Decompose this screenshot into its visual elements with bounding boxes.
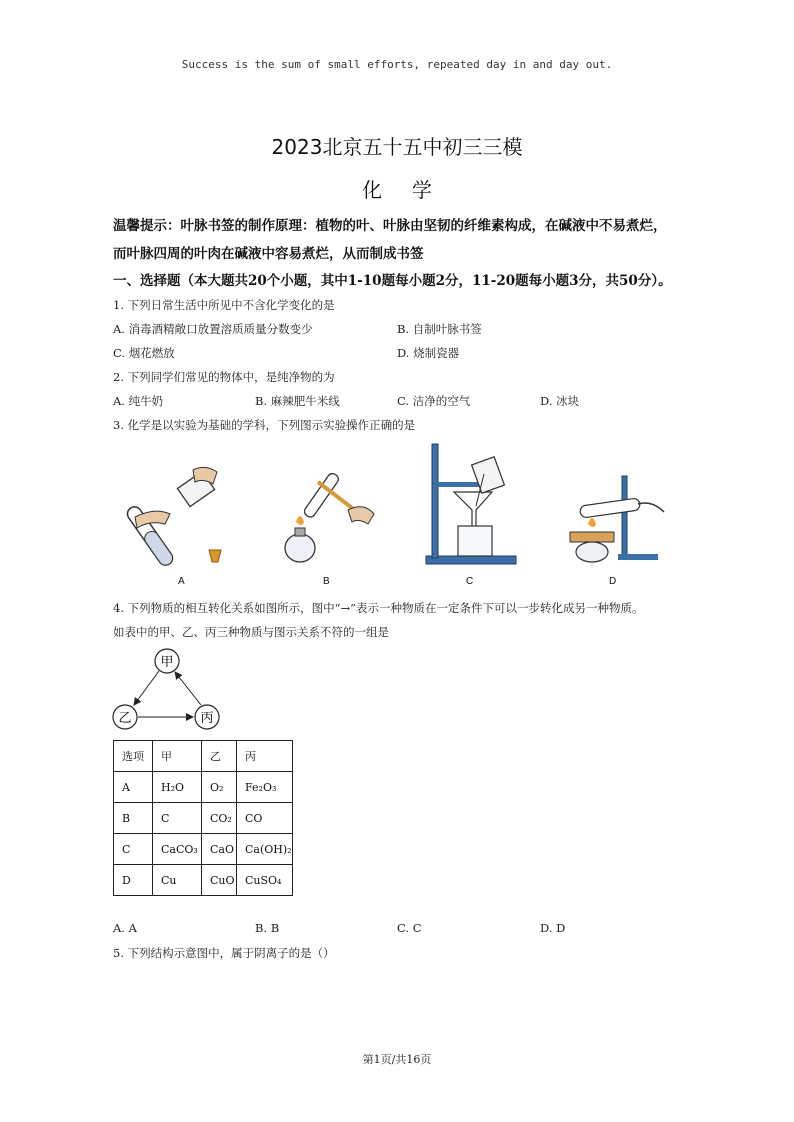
page-footer: 第1页/共16页 [362, 1053, 432, 1066]
table-cell: CO [237, 803, 293, 834]
q2-stem: 2. 下列同学们常见的物体中，是纯净物的为 [113, 370, 335, 384]
q1-stem: 1. 下列日常生活中所见中不含化学变化的是 [113, 298, 335, 312]
table-cell: D [114, 865, 153, 896]
node-yi-label: 乙 [118, 711, 132, 726]
table-row [114, 834, 293, 865]
section-heading: 一、选择题（本大题共20个小题，其中1-10题每小题2分，11-20题每小题3分，共50分）。 [113, 273, 672, 289]
q5-stem: 5. 下列结构示意图中，属于阴离子的是（） [113, 946, 335, 960]
options-table [113, 740, 293, 896]
experiment-b-illustration [278, 462, 378, 574]
flame-icon [588, 518, 596, 527]
table-cell: CO₂ [202, 803, 237, 834]
q2-option-d: D. 冰块 [540, 394, 580, 408]
tip-line-1: 温馨提示：叶脉书签的制作原理：植物的叶、叶脉由坚韧的纤维素构成，在碱液中不易煮烂， [113, 218, 667, 234]
figure-d-label: D [609, 576, 617, 587]
hand-icon [348, 507, 374, 524]
q1-option-c: C. 烟花燃放 [113, 346, 175, 360]
q2-option-a: A. 纯牛奶 [113, 394, 164, 408]
stand-base-icon [426, 556, 516, 564]
tip-line-2: 而叶脉四周的叶肉在碱液中容易煮烂，从而制成书签 [113, 246, 424, 262]
beaker-icon [472, 457, 505, 493]
table-cell: C [114, 834, 153, 865]
node-jia-label: 甲 [160, 655, 174, 670]
q4-option-c: C. C [397, 921, 422, 935]
q2-option-b: B. 麻辣肥牛米线 [255, 394, 340, 408]
q3-stem: 3. 化学是以实验为基础的学科，下列图示实验操作正确的是 [113, 418, 416, 432]
table-header-row [114, 741, 293, 772]
q4-option-a: A. A [113, 921, 137, 935]
experiment-d-illustration [560, 470, 670, 570]
figure-b-label: B [323, 576, 330, 587]
arrow-jia-to-yi [134, 671, 159, 705]
table-cell: B [114, 803, 153, 834]
table-row [114, 803, 293, 834]
flame-icon [296, 516, 304, 525]
beaker-icon [458, 526, 492, 556]
table-cell: Cu [153, 865, 202, 896]
bottle-stopper-icon [209, 550, 221, 562]
delivery-tube-icon [638, 503, 664, 512]
table-header-cell: 甲 [153, 741, 202, 772]
table-cell: CaCO₃ [153, 834, 202, 865]
q4-stem-line-1: 4. 下列物质的相互转化关系如图所示，图中“→”表示一种物质在一定条件下可以一步转化成另一种物质。 [113, 601, 644, 615]
table-cell: Fe₂O₃ [237, 772, 293, 803]
iron-stand-icon [432, 444, 438, 558]
table-cell: CuO [202, 865, 237, 896]
table-header-cell: 乙 [202, 741, 237, 772]
table-cell: A [114, 772, 153, 803]
experiment-a-illustration [125, 462, 235, 572]
subject-title: 化学 [362, 178, 462, 202]
figure-a-label: A [178, 576, 185, 587]
table-cell: H₂O [153, 772, 202, 803]
table-cell: O₂ [202, 772, 237, 803]
q4-option-d: D. D [540, 921, 566, 935]
exam-title: 2023北京五十五中初三三模 [271, 135, 523, 159]
test-tube-icon [579, 498, 640, 518]
table-cell: CuSO₄ [237, 865, 293, 896]
q1-option-a: A. 消毒酒精敞口放置溶质质量分数变少 [113, 322, 313, 336]
table-header-cell: 丙 [237, 741, 293, 772]
table-cell: CaO [202, 834, 237, 865]
alcohol-lamp-icon [576, 542, 608, 562]
q1-option-d: D. 烧制瓷器 [397, 346, 460, 360]
q4-option-b: B. B [255, 921, 280, 935]
table-cell: C [153, 803, 202, 834]
arrow-bing-to-jia [175, 672, 201, 705]
funnel-icon [454, 492, 492, 528]
table-header-cell: 选项 [114, 741, 153, 772]
table-row [114, 772, 293, 803]
node-bing-label: 丙 [200, 711, 214, 726]
table-row [114, 865, 293, 896]
page-motto: Success is the sum of small efforts, repeated day in and day out. [181, 58, 613, 71]
q2-option-c: C. 洁净的空气 [397, 394, 471, 408]
experiment-c-illustration [418, 440, 538, 566]
table-cell: Ca(OH)₂ [237, 834, 293, 865]
q1-option-b: B. 自制叶脉书签 [397, 322, 482, 336]
alcohol-lamp-icon [285, 534, 315, 562]
conversion-diagram [108, 645, 228, 733]
figure-c-label: C [466, 576, 474, 587]
iron-stand-icon [622, 476, 627, 556]
q4-stem-line-2: 如表中的甲、乙、丙三种物质与图示关系不符的一组是 [113, 625, 389, 639]
